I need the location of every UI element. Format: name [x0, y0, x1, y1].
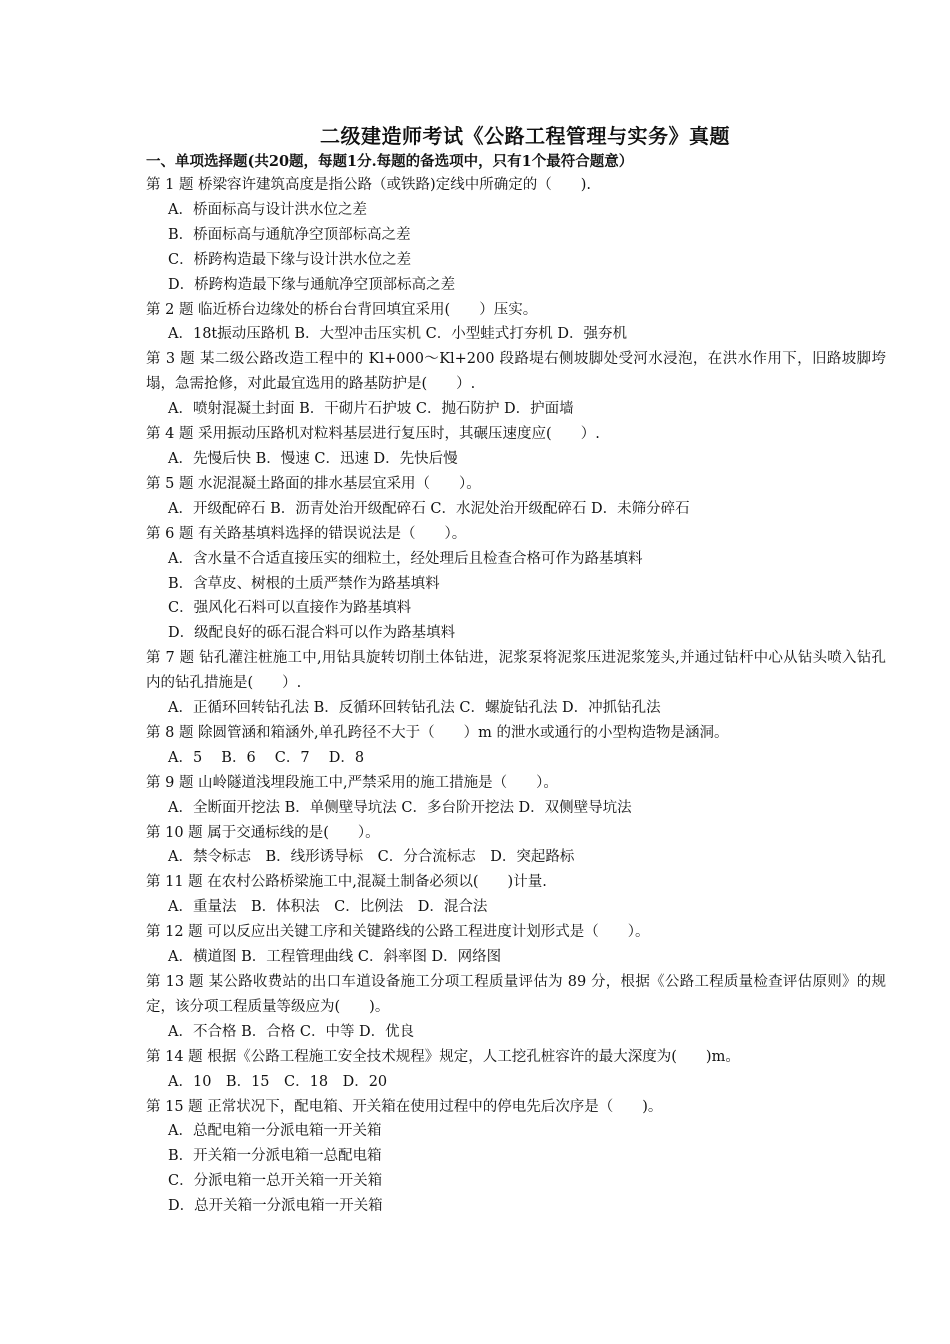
question-text: 第 11 题 在农村公路桥梁施工中,混凝土制备必须以( )计量. — [146, 874, 547, 891]
question-text: 第 13 题 某公路收费站的出口车道设备施工分项工程质量评估为 89 分，根据《公路工程质量检查评估原则》的规定，该分项工程质量等级应为( )。 — [146, 974, 886, 1015]
question-option: D．总开关箱一分派电箱一开关箱 — [168, 1198, 383, 1215]
question-option: D．级配良好的砾石混合料可以作为路基填料 — [168, 625, 456, 642]
question-option: A．喷射混凝土封面 B．干砌片石护坡 C．抛石防护 D．护面墙 — [168, 401, 574, 418]
question-option: A．10 B．15 C．18 D．20 — [168, 1073, 388, 1090]
question-text: 第 8 题 除圆管涵和箱涵外,单孔跨径不大于（ ）m 的泄水或通行的小型构造物是涵洞。 — [146, 724, 729, 741]
question-text: 第 6 题 有关路基填料选择的错误说法是（ ）。 — [146, 525, 467, 542]
question-text: 第 7 题 钻孔灌注桩施工中,用钻具旋转切削土体钻进，泥浆泵将泥浆压进泥浆笼头,并通过钻杆中心从钻头喷入钻孔内的钻孔措施是( ）. — [146, 650, 886, 692]
question-text: 第 4 题 采用振动压路机对粒料基层进行复压时，其碾压速度应( ）. — [146, 426, 600, 443]
question-option: A．禁令标志 B．线形诱导标 C．分合流标志 D．突起路标 — [168, 849, 575, 866]
question-option: A．正循环回转钻孔法 B．反循环回转钻孔法 C．螺旋钻孔法 D．冲抓钻孔法 — [168, 700, 661, 717]
question-text: 第 3 题 某二级公路改造工程中的 Kl+000～Kl+200 段路堤右侧坡脚处受河水浸泡，在洪水作用下，旧路坡脚垮塌，急需抢修，对此最宜选用的路基防护是( ）. — [146, 351, 886, 393]
question-text: 第 9 题 山岭隧道浅埋段施工中,严禁采用的施工措施是（ ）。 — [146, 774, 558, 791]
question-option: A．开级配碎石 B．沥青处治开级配碎石 C．水泥处治开级配碎石 D．未筛分碎石 — [168, 500, 690, 517]
question-text: 第 15 题 正常状况下，配电箱、开关箱在使用过程中的停电先后次序是（ )。 — [146, 1098, 663, 1115]
question-option: A．全断面开挖法 B．单侧壁导坑法 C．多台阶开挖法 D．双侧壁导坑法 — [168, 799, 632, 816]
question-option: C．桥跨构造最下缘与设计洪水位之差 — [168, 251, 412, 268]
question-text: 第 14 题 根据《公路工程施工安全技术规程》规定，人工挖孔桩容许的最大深度为( )m。 — [146, 1048, 740, 1065]
question-option: A．18t振动压路机 B．大型冲击压实机 C．小型蛙式打夯机 D．强夯机 — [168, 326, 627, 343]
question-option: A．重量法 B．体积法 C．比例法 D．混合法 — [168, 899, 488, 916]
question-option: A．不合格 B．合格 C．中等 D．优良 — [168, 1023, 415, 1040]
question-text: 第 1 题 桥梁容许建筑高度是指公路（或铁路)定线中所确定的（ ). — [146, 177, 591, 193]
question-option: A．桥面标高与设计洪水位之差 — [168, 201, 367, 218]
question-option: A．含水量不合适直接压实的细粒土，经处理后且检查合格可作为路基填料 — [168, 550, 643, 567]
question-option: C．分派电箱一总开关箱一开关箱 — [168, 1173, 383, 1190]
question-option: D．桥跨构造最下缘与通航净空顶部标高之差 — [168, 276, 456, 293]
question-text: 第 10 题 属于交通标线的是( ）。 — [146, 824, 380, 841]
section-heading: 一、单项选择题(共20题，每题1分.每题的备选项中，只有1个最符合题意） — [146, 153, 634, 170]
document-title: 二级建造师考试《公路工程管理与实务》真题 — [320, 124, 730, 148]
question-option: B．桥面标高与通航净空顶部标高之差 — [168, 226, 411, 243]
question-option: B．含草皮、树根的土质严禁作为路基填料 — [168, 575, 440, 592]
question-option: A．总配电箱一分派电箱一开关箱 — [168, 1123, 382, 1140]
question-option: A．先慢后快 B．慢速 C．迅速 D．先快后慢 — [168, 450, 458, 467]
question-text: 第 2 题 临近桥台边缘处的桥台台背回填宜采用( ）压实。 — [146, 301, 538, 318]
question-list — [146, 173, 886, 1219]
question-text: 第 5 题 水泥混凝土路面的排水基层宜采用（ ）。 — [146, 475, 481, 492]
question-option: B．开关箱一分派电箱一总配电箱 — [168, 1148, 382, 1165]
question-text: 第 12 题 可以反应出关键工序和关键路线的公路工程进度计划形式是（ ）。 — [146, 924, 650, 941]
question-option: C．强风化石料可以直接作为路基填料 — [168, 600, 412, 617]
question-option: A．横道图 B．工程管理曲线 C．斜率图 D．网络图 — [168, 949, 502, 966]
question-option: A．5 B．6 C．7 D．8 — [168, 749, 365, 766]
